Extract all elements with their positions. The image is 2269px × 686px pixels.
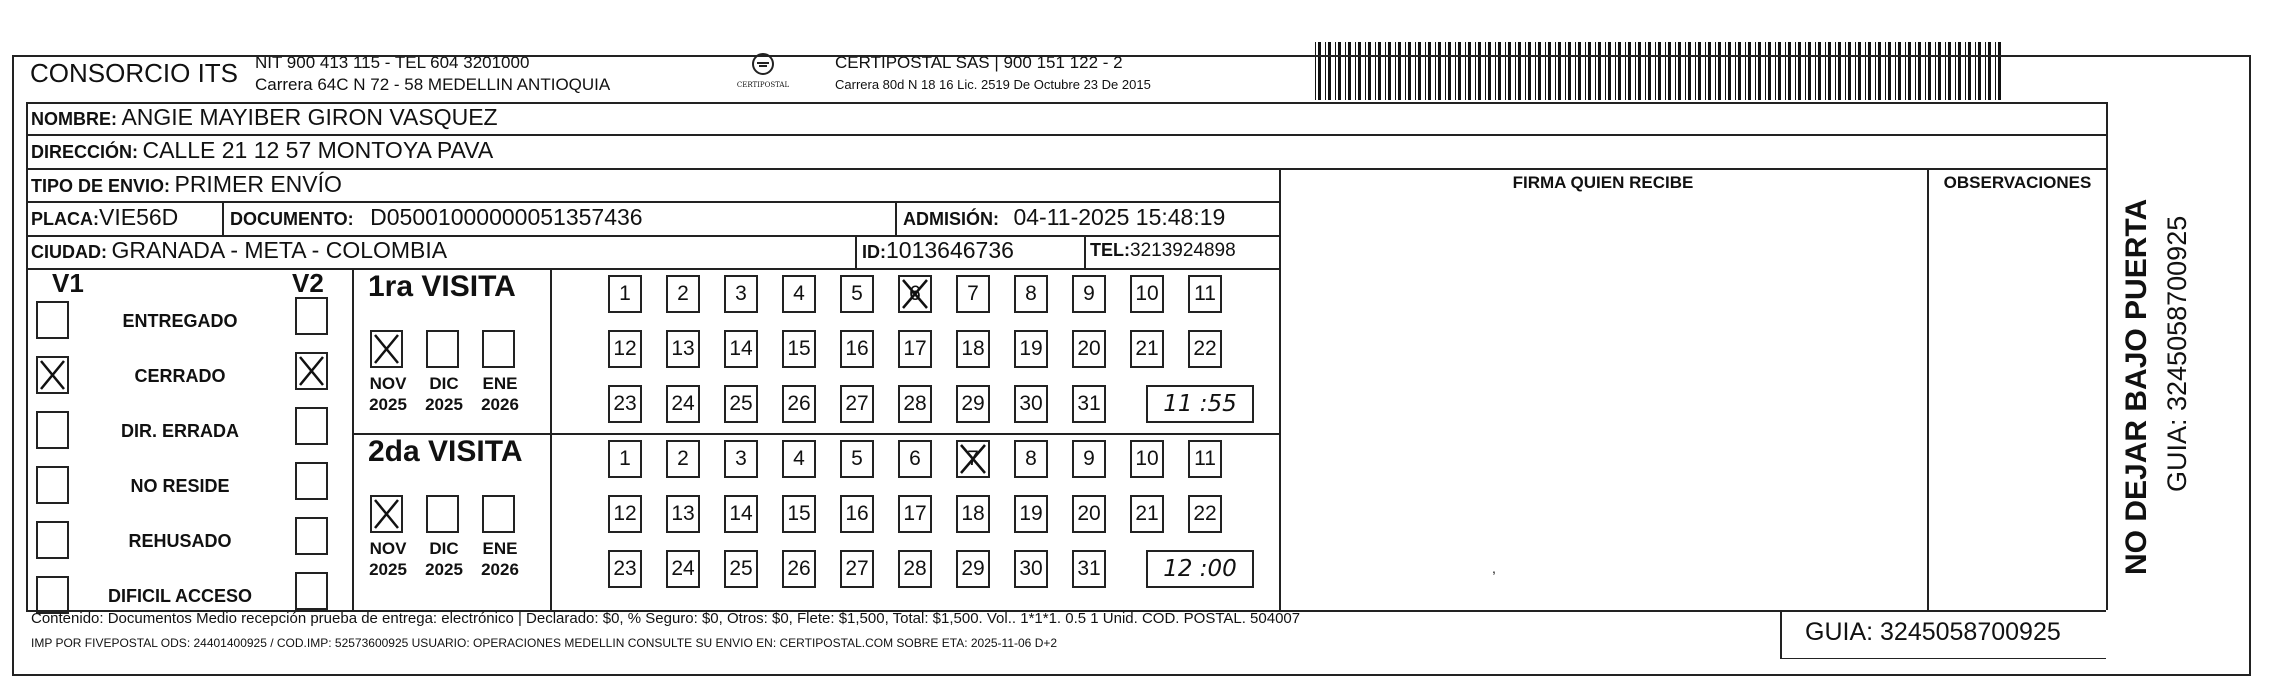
year-label: 2025	[425, 395, 463, 414]
v2-checkbox[interactable]	[295, 352, 328, 390]
status-option-label: ENTREGADO	[122, 311, 238, 331]
day-box[interactable]: 17	[898, 495, 932, 533]
carrier-logo-text: CERTIPOSTAL	[736, 81, 790, 89]
v1-checkbox[interactable]	[36, 356, 69, 394]
year-label: 2025	[425, 560, 463, 579]
carrier-name: CERTIPOSTAL SAS | 900 151 122 - 2	[835, 53, 1123, 72]
day-box[interactable]: 31	[1072, 550, 1106, 588]
v1-label: V1	[52, 268, 84, 298]
day-box[interactable]: 30	[1014, 385, 1048, 423]
visit-time: 11 :55	[1146, 385, 1254, 423]
month-checkbox[interactable]	[426, 330, 459, 368]
month-checkbox[interactable]	[426, 495, 459, 533]
documento-value: D05001000000051357436	[370, 204, 643, 230]
day-box[interactable]: 8	[1014, 440, 1048, 478]
day-box[interactable]: 22	[1188, 495, 1222, 533]
direccion-field	[31, 137, 493, 164]
v2-checkbox[interactable]	[295, 517, 328, 555]
observaciones-header: OBSERVACIONES	[1943, 173, 2092, 192]
placa-value: VIE56D	[99, 204, 179, 230]
month-label: DIC	[429, 539, 459, 558]
day-box[interactable]: 23	[608, 385, 642, 423]
year-label: 2025	[369, 560, 407, 579]
day-box[interactable]: 11	[1188, 440, 1222, 478]
sender-company: CONSORCIO ITS	[30, 58, 239, 88]
month-checkbox[interactable]	[482, 495, 515, 533]
visit-time: 12 :00	[1146, 550, 1254, 588]
admision-value: 04-11-2025 15:48:19	[1013, 204, 1226, 230]
day-box[interactable]: 10	[1130, 275, 1164, 313]
day-box[interactable]: 2	[666, 440, 700, 478]
status-option-label: DIFICIL ACCESO	[107, 586, 252, 606]
month-checkbox[interactable]	[370, 330, 403, 368]
ciudad-label: CIUDAD:	[31, 242, 107, 262]
stray-mark: ,	[1492, 560, 1496, 576]
day-box[interactable]: 24	[666, 550, 700, 588]
v2-checkbox[interactable]	[295, 462, 328, 500]
firma-header: FIRMA QUIEN RECIBE	[1512, 173, 1694, 192]
tipo-envio-field	[31, 171, 342, 198]
documento-label: DOCUMENTO:	[230, 209, 354, 229]
day-box[interactable]: 16	[840, 330, 874, 368]
v1-checkbox[interactable]	[36, 411, 69, 449]
month-checkbox[interactable]	[482, 330, 515, 368]
side-guia: GUIA: 3245058700925	[2162, 215, 2192, 492]
day-box[interactable]: 3	[724, 275, 758, 313]
day-box[interactable]: 25	[724, 550, 758, 588]
tel-label: TEL:	[1090, 240, 1130, 260]
day-box[interactable]: 5	[840, 275, 874, 313]
side-warning: NO DEJAR BAJO PUERTA	[2120, 198, 2153, 575]
day-box[interactable]: 10	[1130, 440, 1164, 478]
day-box[interactable]: 2	[666, 275, 700, 313]
month-label: NOV	[369, 539, 407, 558]
day-box[interactable]: 20	[1072, 495, 1106, 533]
v2-checkbox[interactable]	[295, 407, 328, 445]
day-box[interactable]: 14	[724, 495, 758, 533]
month-label: ENE	[482, 374, 518, 393]
day-box[interactable]: 16	[840, 495, 874, 533]
day-box[interactable]: 7	[956, 275, 990, 313]
status-option-label: CERRADO	[134, 366, 226, 386]
day-box[interactable]: 24	[666, 385, 700, 423]
nombre-field	[31, 104, 498, 131]
day-box[interactable]: 7	[956, 440, 990, 478]
id-field	[862, 237, 1014, 264]
day-box[interactable]: 4	[782, 440, 816, 478]
footer-imp: IMP POR FIVEPOSTAL ODS: 24401400925 / COD.IMP: 52573600925 USUARIO: OPERACIONES MEDELLIN CONSULTE SU ENVIO EN: CERTIPOSTAL.COM SOBRE ETA: 2025-11-06 D+2	[31, 636, 1058, 650]
tel-value: 3213924898	[1130, 240, 1236, 261]
v1-checkbox[interactable]	[36, 521, 69, 559]
day-box[interactable]: 26	[782, 550, 816, 588]
ciudad-field	[31, 237, 447, 264]
month-checkbox[interactable]	[370, 495, 403, 533]
day-box[interactable]: 23	[608, 550, 642, 588]
day-box[interactable]: 14	[724, 330, 758, 368]
ciudad-value: GRANADA - META - COLOMBIA	[111, 237, 448, 263]
day-box[interactable]: 8	[1014, 275, 1048, 313]
nombre-label: NOMBRE:	[31, 109, 117, 129]
day-box[interactable]: 13	[666, 330, 700, 368]
footer-guia: GUIA: 3245058700925	[1805, 618, 2061, 646]
day-box[interactable]: 19	[1014, 330, 1048, 368]
day-box[interactable]: 28	[898, 550, 932, 588]
day-box[interactable]: 12	[608, 330, 642, 368]
tipo-envio-label: TIPO DE ENVIO:	[31, 176, 171, 196]
v2-checkbox[interactable]	[295, 297, 328, 335]
direccion-value: CALLE 21 12 57 MONTOYA PAVA	[142, 137, 494, 163]
v1-checkbox[interactable]	[36, 576, 69, 614]
day-box[interactable]: 22	[1188, 330, 1222, 368]
day-box[interactable]: 29	[956, 385, 990, 423]
footer-contenido: Contenido: Documentos Medio recepción prueba de entrega: electrónico | Declarado: $0, % Seguro: $0, Otros: $0, Flete: $1,500, Total: $1,500. Vol.. 1*1*1. 0.5 1 Unid. COD. POSTAL. 504007	[31, 610, 1301, 627]
day-box[interactable]: 20	[1072, 330, 1106, 368]
day-box[interactable]: 18	[956, 495, 990, 533]
tipo-envio-value: PRIMER ENVÍO	[174, 171, 342, 197]
placa-field	[31, 204, 178, 231]
day-box[interactable]: 21	[1130, 495, 1164, 533]
day-box[interactable]: 4	[782, 275, 816, 313]
month-check-mark	[372, 332, 401, 366]
day-box[interactable]: 21	[1130, 330, 1164, 368]
day-check-mark	[958, 442, 988, 476]
year-label: 2026	[481, 395, 519, 414]
month-label: NOV	[369, 374, 407, 393]
nombre-value: ANGIE MAYIBER GIRON VASQUEZ	[121, 104, 498, 130]
day-box[interactable]: 17	[898, 330, 932, 368]
day-box[interactable]: 3	[724, 440, 758, 478]
day-box[interactable]: 27	[840, 385, 874, 423]
v2-check-mark	[297, 354, 326, 388]
month-check-mark	[372, 497, 401, 531]
day-box[interactable]: 15	[782, 330, 816, 368]
day-box[interactable]: 11	[1188, 275, 1222, 313]
carrier-address: Carrera 80d N 18 16 Lic. 2519 De Octubre 23 De 2015	[835, 77, 1151, 92]
tel-field	[1090, 240, 1236, 262]
visit-title: 2da VISITA	[368, 435, 523, 468]
v2-label: V2	[292, 268, 324, 298]
day-box[interactable]: 6	[898, 440, 932, 478]
day-check-mark	[900, 277, 930, 311]
id-label: ID:	[862, 242, 886, 262]
admision-field	[903, 204, 1225, 231]
v1-checkbox[interactable]	[36, 301, 69, 339]
admision-label: ADMISIÓN:	[903, 209, 999, 229]
day-box[interactable]: 1	[608, 275, 642, 313]
day-box[interactable]: 31	[1072, 385, 1106, 423]
sender-nit-tel: NIT 900 413 115 - TEL 604 3201000	[255, 53, 530, 72]
v2-checkbox[interactable]	[295, 572, 328, 610]
status-option-label: REHUSADO	[128, 531, 232, 551]
day-box[interactable]: 19	[1014, 495, 1048, 533]
status-option-label: NO RESIDE	[130, 476, 230, 496]
day-box[interactable]: 6	[898, 275, 932, 313]
day-box[interactable]: 12	[608, 495, 642, 533]
month-label: DIC	[429, 374, 459, 393]
sender-address: Carrera 64C N 72 - 58 MEDELLIN ANTIOQUIA	[255, 75, 611, 94]
status-option-label: DIR. ERRADA	[120, 421, 239, 441]
day-box[interactable]: 27	[840, 550, 874, 588]
documento-field	[230, 204, 643, 231]
day-box[interactable]: 15	[782, 495, 816, 533]
day-box[interactable]: 28	[898, 385, 932, 423]
day-box[interactable]: 5	[840, 440, 874, 478]
year-label: 2026	[481, 560, 519, 579]
id-value: 1013646736	[886, 237, 1014, 263]
day-box[interactable]: 9	[1072, 440, 1106, 478]
day-box[interactable]: 9	[1072, 275, 1106, 313]
day-box[interactable]: 29	[956, 550, 990, 588]
placa-label: PLACA:	[31, 209, 99, 229]
day-box[interactable]: 25	[724, 385, 758, 423]
day-box[interactable]: 18	[956, 330, 990, 368]
direccion-label: DIRECCIÓN:	[31, 142, 138, 162]
day-box[interactable]: 26	[782, 385, 816, 423]
year-label: 2025	[369, 395, 407, 414]
v1-check-mark	[38, 358, 67, 392]
day-box[interactable]: 13	[666, 495, 700, 533]
day-box[interactable]: 1	[608, 440, 642, 478]
month-label: ENE	[482, 539, 518, 558]
day-box[interactable]: 30	[1014, 550, 1048, 588]
v1-checkbox[interactable]	[36, 466, 69, 504]
visit-title: 1ra VISITA	[368, 270, 516, 303]
